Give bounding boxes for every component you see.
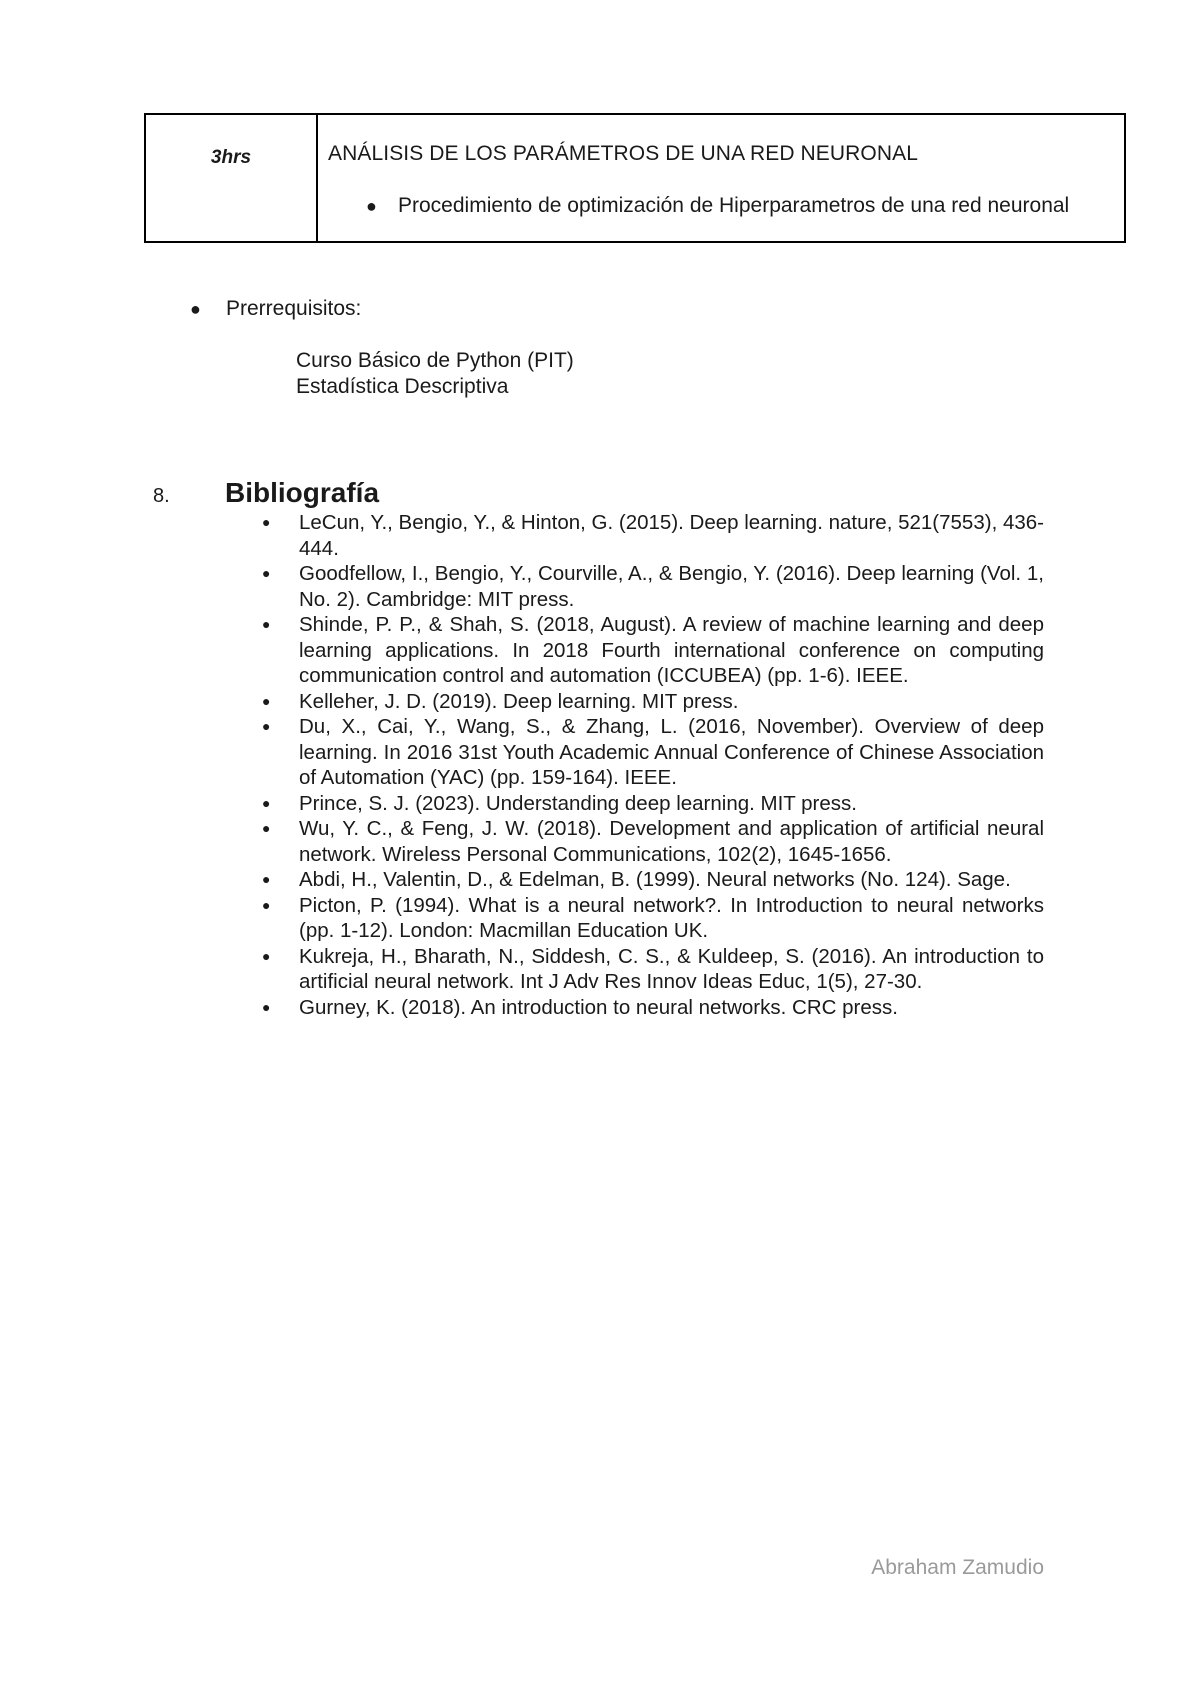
bullet-icon: ● xyxy=(262,947,271,964)
bibliography-item xyxy=(262,893,1044,944)
bullet-icon: ● xyxy=(262,692,271,709)
bibliography-item xyxy=(262,995,1044,1021)
prerequisites-list xyxy=(296,348,574,400)
bibliography-item xyxy=(262,612,1044,689)
section-title: Bibliografía xyxy=(225,477,380,508)
hours-cell xyxy=(146,115,318,241)
bullet-icon: ● xyxy=(262,616,271,632)
bibliography-item xyxy=(262,714,1044,791)
bibliography-text: Abdi, H., Valentin, D., & Edelman, B. (1999). Neural networks (No. 124). Sage. xyxy=(299,868,1011,891)
bibliography-text: Goodfellow, I., Bengio, Y., Courville, A., & Bengio, Y. (2016). Deep learning (Vol. 1, No. 2). Cambridge: MIT press. xyxy=(299,562,1044,611)
bullet-icon: ● xyxy=(262,820,271,836)
bibliography-list xyxy=(262,510,1044,1020)
bullet-icon: ● xyxy=(262,871,271,887)
bibliography-text: Du, X., Cai, Y., Wang, S., & Zhang, L. (2016, November). Overview of deep learning. In 2016 31st Youth Academic Annual Conference of Chinese Association of Automation (YAC) (pp. 159-164). IEEE. xyxy=(299,715,1044,789)
bibliography-text: Kelleher, J. D. (2019). Deep learning. MIT press. xyxy=(299,689,739,713)
bullet-icon: ● xyxy=(190,299,201,319)
bullet-icon: ● xyxy=(262,896,271,913)
bibliography-text: Wu, Y. C., & Feng, J. W. (2018). Development and application of artificial neural network. Wireless Personal Communications, 102(2), 1645-1656. xyxy=(299,817,1044,866)
bibliography-text: Picton, P. (1994). What is a neural network?. In Introduction to neural networks (pp. 1-12). London: Macmillan Education UK. xyxy=(299,893,1044,942)
footer-author: Abraham Zamudio xyxy=(871,1556,1044,1579)
bullet-icon: ● xyxy=(262,514,271,530)
topic-bullet-item xyxy=(366,194,1069,218)
topic-cell xyxy=(318,115,1124,241)
bibliography-item xyxy=(262,689,1044,715)
bibliography-item xyxy=(262,867,1044,893)
bibliography-item xyxy=(262,816,1044,867)
topic-bullet-text: Procedimiento de optimización de Hiperparametros de una red neuronal xyxy=(398,194,1070,217)
prerequisite-item: Estadística Descriptiva xyxy=(296,375,509,398)
prerequisites-heading xyxy=(190,297,361,321)
bullet-icon: ● xyxy=(262,565,271,581)
bibliography-item xyxy=(262,944,1044,995)
bibliography-text: Prince, S. J. (2023). Understanding deep learning. MIT press. xyxy=(299,791,857,815)
prerequisite-item: Curso Básico de Python (PIT) xyxy=(296,349,574,372)
bibliography-text: Gurney, K. (2018). An introduction to neural networks. CRC press. xyxy=(299,995,898,1019)
prerequisites-label: Prerrequisitos: xyxy=(226,297,362,320)
section-number: 8. xyxy=(153,485,170,507)
bullet-icon: ● xyxy=(262,998,271,1015)
bibliography-item xyxy=(262,791,1044,817)
hours-label: 3hrs xyxy=(210,147,252,168)
bibliography-item xyxy=(262,561,1044,612)
session-table xyxy=(144,113,1126,243)
bibliography-text: Kukreja, H., Bharath, N., Siddesh, C. S., & Kuldeep, S. (2016). An introduction to artificial neural network. Int J Adv Res Innov Ideas Educ, 1(5), 27-30. xyxy=(299,944,1044,993)
bullet-icon: ● xyxy=(262,718,271,734)
bullet-icon: ● xyxy=(262,794,271,811)
bibliography-text: Shinde, P. P., & Shah, S. (2018, August). A review of machine learning and deep learning applications. In 2018 Fourth international conference on computing communication control and automation (ICCUBEA) (pp. 1-6). IEEE. xyxy=(299,613,1044,687)
topic-title: ANÁLISIS DE LOS PARÁMETROS DE UNA RED NEURONAL xyxy=(328,142,919,165)
bullet-icon: ● xyxy=(366,196,377,216)
bibliography-item xyxy=(262,510,1044,561)
bibliography-text: LeCun, Y., Bengio, Y., & Hinton, G. (2015). Deep learning. nature, 521(7553), 436-444. xyxy=(299,511,1044,560)
